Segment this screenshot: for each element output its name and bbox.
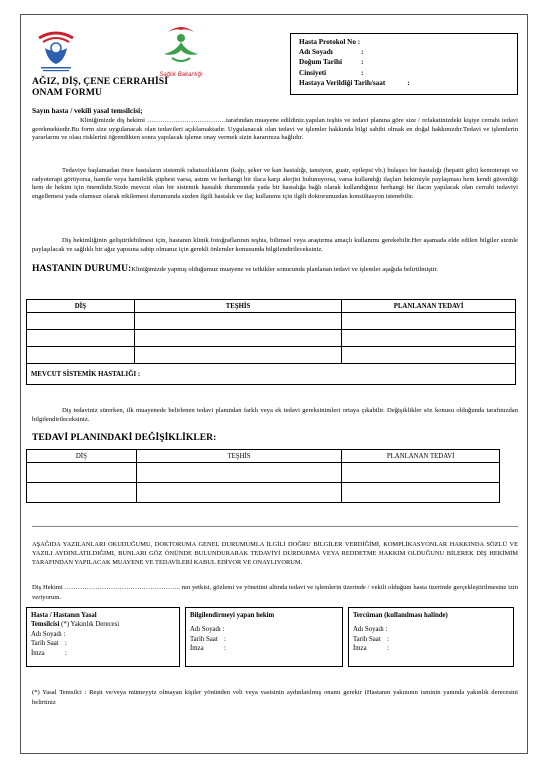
patient-sign-label: İmza bbox=[31, 649, 45, 657]
tooth-cell[interactable] bbox=[27, 483, 137, 503]
treatment-cell[interactable] bbox=[342, 330, 516, 347]
doctor-fields bbox=[190, 625, 338, 653]
systemic-disease-label[interactable]: MEVCUT SİSTEMİK HASTALIĞI : bbox=[27, 364, 516, 385]
dentist-consent-statement: Diş Hekimi …………………………………………….. nın yetkisi, gözlemi ve yönetimi altında tedavi ve işlemlerin üzerinde / vekili olduğum hasta üzerinde gerçekleştirilmesine izin veriyorum. bbox=[32, 584, 518, 601]
doctor-sign-row[interactable] bbox=[190, 644, 338, 653]
tooth-cell[interactable] bbox=[27, 347, 135, 364]
tooth-cell[interactable] bbox=[27, 313, 135, 330]
translator-date-label: Tarih Saat bbox=[353, 635, 381, 643]
col-header-diagnosis: TEŞHİS bbox=[134, 300, 342, 313]
tooth-cell[interactable] bbox=[27, 463, 137, 483]
col-header-planned-treatment: PLANLANAN TEDAVİ bbox=[342, 300, 516, 313]
treatment-cell[interactable] bbox=[342, 483, 500, 503]
translator-date-colon: : bbox=[387, 635, 389, 643]
patient-box-heading-2-rest: (*) Yakınlık Derecesi bbox=[59, 621, 120, 629]
translator-box-heading: Tercüman (kullanılması halinde) bbox=[353, 612, 448, 619]
treatment-plan-table bbox=[26, 299, 516, 385]
col-header-tooth: DİŞ bbox=[27, 300, 135, 313]
plan-changes-heading: TEDAVİ PLANINDAKİ DEĞİŞİKLİKLER: bbox=[32, 432, 217, 443]
plan-changes-table bbox=[26, 449, 500, 503]
patient-box-heading-2 bbox=[31, 620, 175, 629]
tooth-cell[interactable] bbox=[27, 330, 135, 347]
gender-row bbox=[299, 68, 517, 78]
health-ministry-logo-icon bbox=[150, 24, 212, 66]
form-title-line2: ONAM FORMU bbox=[32, 87, 103, 98]
form-title-line1: AĞIZ, DİŞ, ÇENE CERRAHİSİ bbox=[32, 76, 169, 87]
given-label: Hastaya Verildiği Tarih/saat bbox=[299, 78, 386, 87]
name-colon: : bbox=[361, 48, 364, 57]
diagnosis-cell[interactable] bbox=[136, 463, 342, 483]
doctor-sign-colon: : bbox=[224, 645, 226, 653]
health-ministry-logo bbox=[150, 24, 212, 76]
patient-date-colon: : bbox=[65, 640, 67, 648]
diagnosis-cell[interactable] bbox=[134, 313, 342, 330]
treatment-cell[interactable] bbox=[342, 347, 516, 364]
diagnosis-cell[interactable] bbox=[134, 330, 342, 347]
doctor-sign-label: İmza bbox=[190, 645, 204, 653]
patient-date-label: Tarih Saat bbox=[31, 640, 59, 648]
ministry-logo-icon bbox=[33, 26, 79, 74]
patient-box-heading-2-bold: Temsilcisi bbox=[31, 621, 60, 629]
intro-paragraph-1: Kliniğimizde diş hekimi ………………………………tarafından muayene edildiniz.yapılan teşhis ve tedavi planına göre size / refakatinizdeki kişiye cerrahi tedavi gerekmektedir.Bu form size uygulanacak olan tedavileri açıklamaktadır. Uygulanacak olan tedavi ve işlemler hakkında bilgi sahibi olmak en doğal hakkınızdır.Tedavi ve işlemlerin yararlarını ve olası risklerini öğrendikten sonra yapılacak işleme onay vermek sizin kararınıza bağlıdır. bbox=[32, 117, 518, 142]
patient-status-text: Kliniğimizde yapmış olduğumuz muayene ve tetkikler sonucunda planlanan tedavi ve işlemler aşağıda belirtilmiştir. bbox=[131, 266, 438, 273]
diagnosis-cell[interactable] bbox=[134, 347, 342, 364]
intro-paragraph-3: Diş hekimliğinin geliştirilebilmesi için, hastanın klinik fotoğraflarının teşhis, bilimsel veya araştırma amaçlı kullanımı gerekebilir.Her aşamada elde edilen bilgiler sizinle paylaşılacak ve sağlıklı bir ağız yapısına sahip olmanız için gerekli önlemler konusunda bilgilendirileceksiniz. bbox=[32, 237, 518, 253]
doctor-date-label: Tarih Saat bbox=[190, 635, 218, 643]
name-row bbox=[299, 47, 517, 57]
patient-name-label[interactable]: Adı Soyadı : bbox=[31, 630, 66, 638]
divider bbox=[32, 526, 518, 527]
intro-paragraph-2: Tedaviye başlamadan önce hastaların sistemik rahatsızlıklarını (kalp, şeker ve kan hastalığı, tansiyon, guatr, epilepsi vb.) bulaşıcı bir hastalığı (hepatit gibi) kemoterapi ve radyoterapi görüyorsa, hamile veya hamilelik şüphesi varsa, astım ve herhangi bir ilaca karşı alerjisi bulunuyorsa, varsa kullandığı ilaçları hekimiyle paylaşması hem kendi güvenliği hem de hekim için önemlidir.Sizde mevcut olan bir sistemik hastalık durumunda yada bir hastalığa bağlı olarak kullandığınız herhangi bir ilacın yapılacak olan cerrahi tedaviyi engellemesi yada olumsuz olarak etkilemesi durumunda sizden ilgili hastalık ve ilaç kullanımı için ilgili doktorunuzdan konsültasyon istenebilir. bbox=[32, 167, 518, 200]
systemic-disease-row bbox=[27, 364, 516, 385]
translator-sign-row[interactable] bbox=[353, 644, 509, 653]
table-header-row bbox=[27, 450, 500, 463]
patient-box-heading-1: Hasta / Hastanın Yasal bbox=[31, 612, 97, 619]
gender-label: Cinsiyeti bbox=[299, 68, 327, 77]
protocol-label: Hasta Protokol No : bbox=[299, 38, 361, 46]
patient-status-heading: HASTANIN DURUMU: bbox=[32, 263, 132, 274]
table-row bbox=[27, 463, 500, 483]
patient-status-section bbox=[32, 264, 518, 275]
patient-info-box bbox=[290, 33, 518, 95]
translator-date-row[interactable] bbox=[353, 635, 509, 644]
treatment-cell[interactable] bbox=[342, 463, 500, 483]
translator-name-label[interactable]: Adı Soyadı : bbox=[353, 626, 388, 634]
doctor-signature-box bbox=[185, 607, 343, 667]
given-row bbox=[299, 78, 517, 88]
protocol-row bbox=[299, 37, 517, 47]
translator-signature-box bbox=[348, 607, 514, 667]
change-note: Diş tedaviniz sürerken, ilk muayenede belirlenen tedavi planından farklı veya ek tedavi gereksinimleri ortaya çıkabilir. Değişiklikler söz konusu olduğunda tarafınızdan bilgilendirileceksiniz. bbox=[32, 407, 518, 423]
patient-date-row[interactable] bbox=[31, 639, 175, 648]
table-row bbox=[27, 483, 500, 503]
table-header-row bbox=[27, 300, 516, 313]
patient-sign-row[interactable] bbox=[31, 649, 175, 658]
diagnosis-cell[interactable] bbox=[136, 483, 342, 503]
treatment-cell[interactable] bbox=[342, 313, 516, 330]
translator-fields bbox=[353, 625, 509, 653]
patient-signature-box bbox=[26, 607, 180, 667]
patient-fields bbox=[31, 630, 175, 658]
salutation: Sayın hasta / vekili yasal temsilcisi; bbox=[32, 106, 143, 115]
col-header-diagnosis: TEŞHİS bbox=[136, 450, 342, 463]
birth-row bbox=[299, 57, 517, 67]
birth-colon: : bbox=[361, 58, 364, 67]
doctor-name-label[interactable]: Adı Soyadı : bbox=[190, 626, 225, 634]
form-title bbox=[32, 76, 168, 98]
patient-sign-colon: : bbox=[65, 649, 67, 657]
table-row bbox=[27, 313, 516, 330]
footnote: (*) Yasal Temsilci : Reşit ve/veya mümeyyiz olmayan kişiler yönünden veli veya vasisinin aydınlatılmış onamı gerekir (Hastanın yakınının isminin yanında yakınlık derecesini belirtiniz bbox=[32, 689, 518, 706]
col-header-planned-treatment: PLANLANAN TEDAVİ bbox=[342, 450, 500, 463]
doctor-date-row[interactable] bbox=[190, 635, 338, 644]
translator-sign-label: İmza bbox=[353, 645, 367, 653]
gender-colon: : bbox=[361, 68, 364, 77]
doctor-box-heading: Bilgilendirmeyi yapan hekim bbox=[190, 612, 275, 619]
table-row bbox=[27, 330, 516, 347]
table-row bbox=[27, 347, 516, 364]
birth-label: Doğum Tarihi bbox=[299, 58, 342, 67]
given-colon: : bbox=[407, 78, 410, 87]
doctor-date-colon: : bbox=[224, 635, 226, 643]
translator-sign-colon: : bbox=[387, 645, 389, 653]
col-header-tooth: DİŞ bbox=[27, 450, 137, 463]
name-label: Adı Soyadı bbox=[299, 48, 333, 57]
logo-caption: Sağlık Bakanlığı bbox=[159, 72, 203, 78]
consent-statement: AŞAĞIDA YAZILANLARI OKUDUĞUMU, DOKTORUMA GENEL DURUMUMLA İLGİLİ DOĞRU BİLGİLER VERDİĞİMİ, KOMPLİKASYONLAR HAKKINDA SÖZLÜ VE YAZILI AYDINLATILDIĞIMI, BUNLARI GÖZ ÖNÜNDE BULUNDURARAK TEDAVİYİ DURDURMA VEYA REDDETME HAKKIM OLDUĞUNU BİLEREK DİŞ HEKİMİM TARAFINDAN YAPILACAK MUAYENE VE TEDAVİLERİ KABUL EDİYOR VE ONAYLIYORUM. bbox=[32, 541, 518, 567]
